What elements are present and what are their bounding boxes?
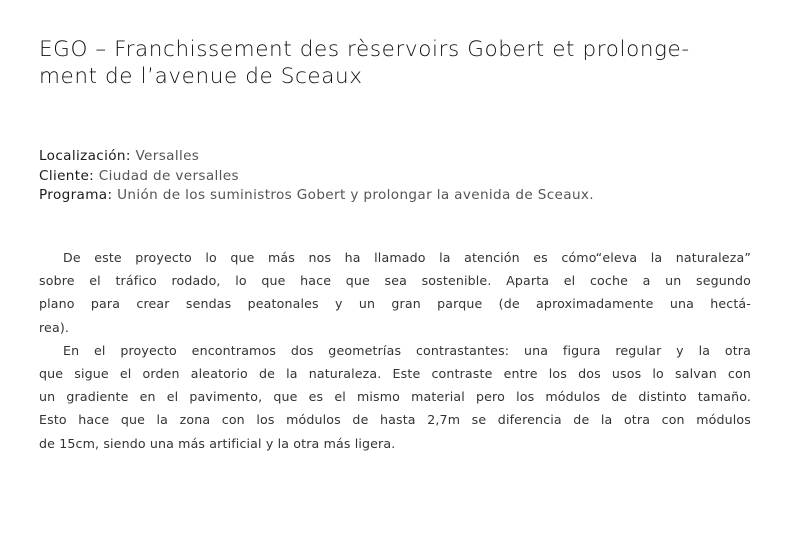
paragraph-line: rea). [39,319,70,335]
location-row [39,147,769,167]
client-value: Ciudad de versalles [98,167,239,184]
paragraph-2 [39,339,751,455]
client-label: Cliente: [39,167,95,184]
paragraph-line: En el proyecto encontramos dos geometrías contrastantes: una figura regular y la otra [63,342,751,358]
title-line-2: ment de l’avenue de Sceaux [39,64,363,89]
project-details [39,147,769,206]
paragraph-line: que sigue el orden aleatorio de la naturaleza. Este contraste entre los dos usos lo salvan con [39,366,751,382]
description-body [39,246,751,455]
paragraph-1 [39,246,751,339]
paragraph-line: plano para crear sendas peatonales y un gran parque (de aproximadamente una hectá- [39,296,751,312]
paragraph-line: sobre el tráfico rodado, lo que hace que sea sostenible. Aparta el coche a un segundo [39,273,751,289]
client-row [39,167,769,187]
paragraph-line: De este proyecto lo que más nos ha llamado la atención es cómo“eleva la naturaleza” [63,250,751,265]
paragraph-line: Esto hace que la zona con los módulos de hasta 2,7m se diferencia de la otra con módulos [39,412,751,428]
program-label: Programa: [39,187,113,203]
paragraph-line: de 15cm, siendo una más artificial y la otra más ligera. [39,435,396,451]
location-label: Localización: [39,148,131,164]
title-line-1: EGO – Franchissement des rèservoirs Gobert et prolonge- [39,37,690,62]
program-value: Unión de los suministros Gobert y prolongar la avenida de Sceaux. [117,187,594,203]
project-title [39,36,769,90]
program-row [39,186,769,206]
location-value: Versalles [135,148,200,164]
paragraph-line: un gradiente en el pavimento, que es el mismo material pero los módulos de distinto tamaño. [39,389,751,405]
